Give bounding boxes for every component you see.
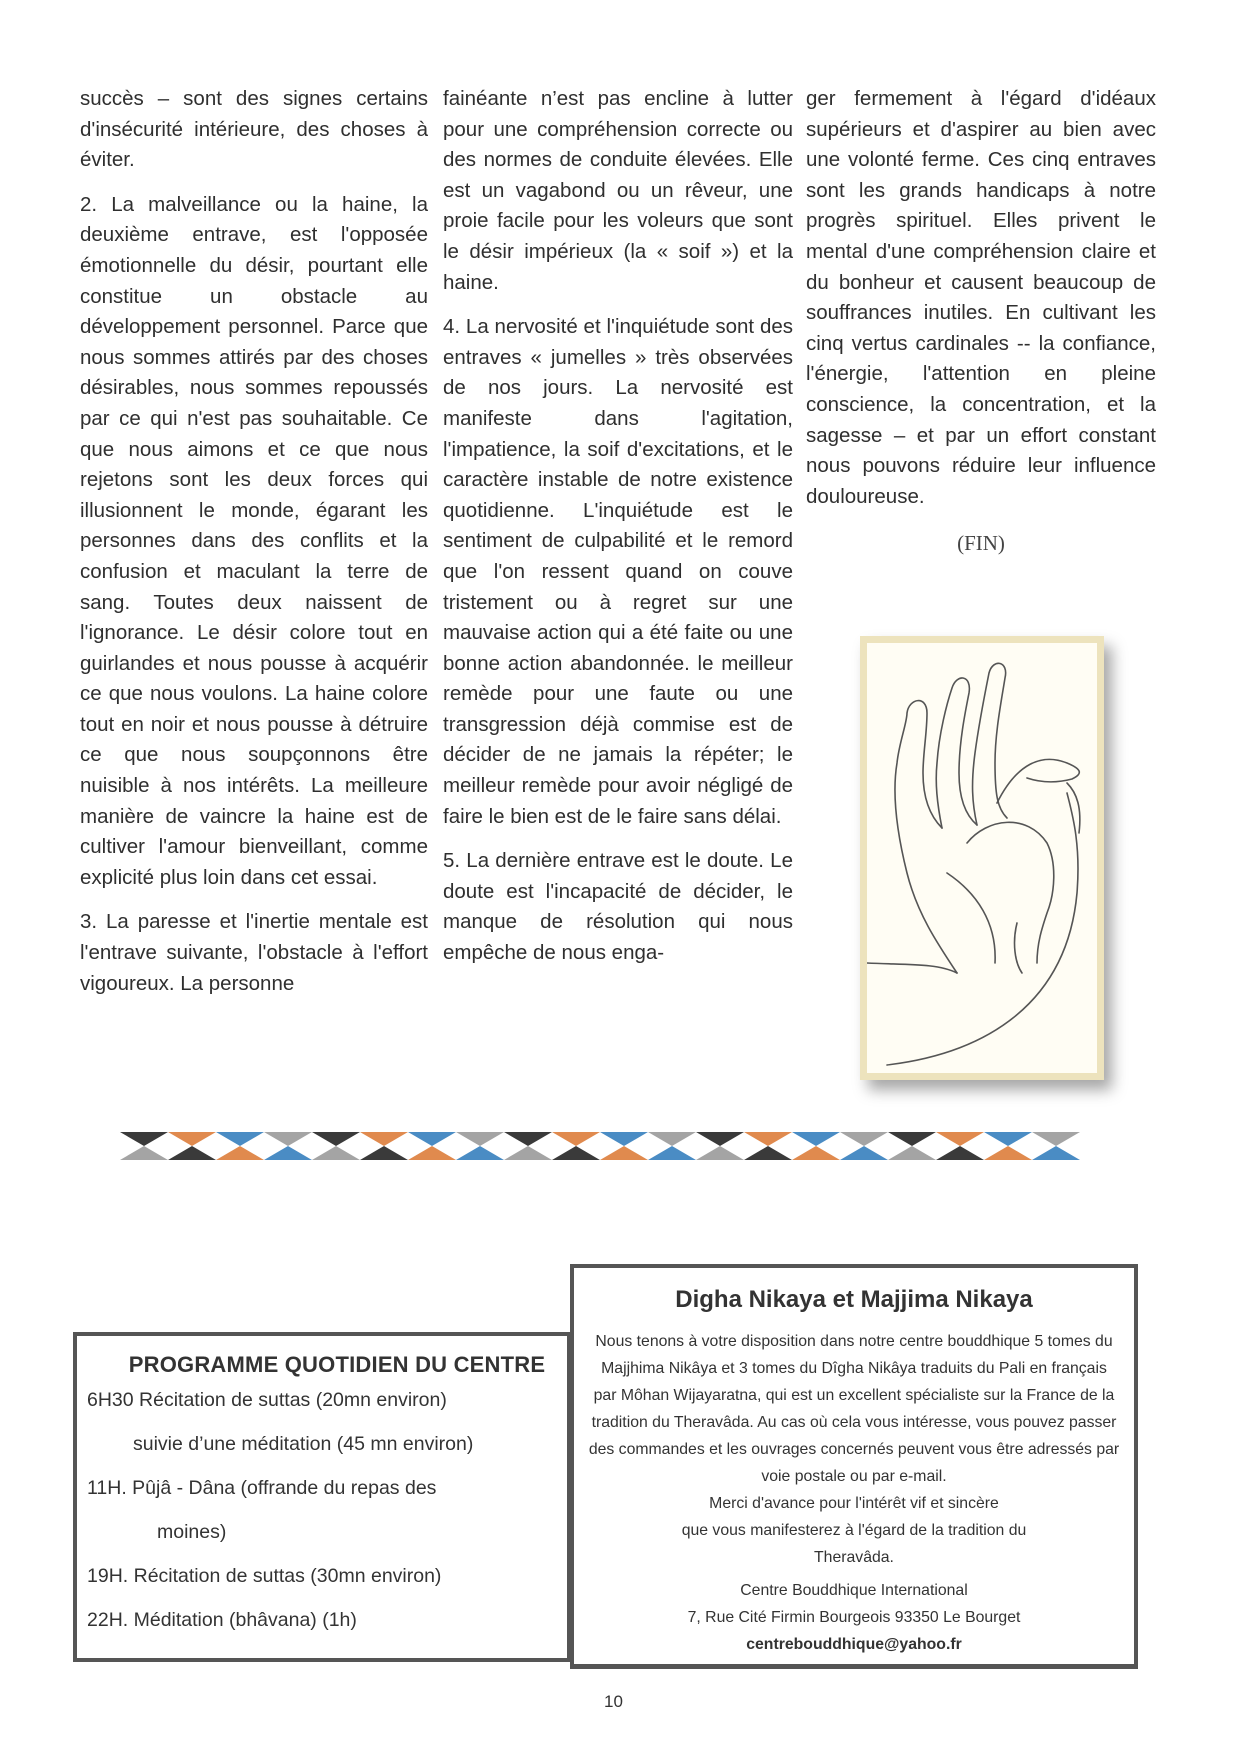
mudra-hand-illustration: [860, 636, 1104, 1080]
paragraph: ger fermement à l'égard d'idéaux supérieurs et d'aspirer au bien avec une volonté ferme. Ces cinq entraves sont les grands handicaps à notre progrès spirituel. Elles privent le mental d'une compréhension claire et du bonheur et causent beaucoup de souffrances inutiles. En cultivant les cinq vertus cardinales -- la confiance, l'énergie, l'attention en pleine conscience, la concentration, et la sagesse – et par un effort constant nous pouvons réduire leur influence douloureuse.: [806, 87, 1156, 508]
page-number: 10: [604, 1692, 623, 1711]
decorative-triangle-border: [120, 1132, 1080, 1160]
organization-name: Centre Bouddhique International: [740, 1582, 968, 1599]
strip-triangle-bottom: [120, 1146, 168, 1160]
nikaya-info-box: [570, 1264, 1138, 1668]
strip-triangle-bottom: [696, 1146, 744, 1160]
strip-triangle-top: [408, 1132, 456, 1146]
paragraph: succès – sont des signes certains d'insécurité intérieure, des choses à éviter.: [80, 87, 428, 172]
paragraph: 4. La nervosité et l'inquiétude sont des entraves « jumelles » très observées de nos jours. La nervosité est manifeste dans l'agitation, l'impatience, la soif d'excitations, et le caractère instable de notre existence quotidienne. L'inquiétude est le sentiment de culpabilité et le remord que l'on ressent quand on couve tristement ou à regret sur une mauvaise action qui a été faite ou une bonne action abandonnée. le meilleur remède pour une faute ou une transgression déjà commise est de décider de ne jamais la répéter; le meilleur remède pour avoir négligé de faire le bien est de le faire sans délai.: [443, 315, 793, 828]
strip-triangle-bottom: [360, 1146, 408, 1160]
programme-line: 19H. Récitation de suttas (30mn environ): [87, 1565, 442, 1587]
programme-title: PROGRAMME QUOTIDIEN DU CENTRE: [128, 1352, 546, 1377]
nikaya-line: voie postale ou par e-mail.: [761, 1468, 947, 1485]
strip-triangle-bottom: [552, 1146, 600, 1160]
end-marker: (FIN): [957, 531, 1005, 556]
strip-triangle-top: [264, 1132, 312, 1146]
strip-triangle-top: [168, 1132, 216, 1146]
strip-triangle-bottom: [648, 1146, 696, 1160]
paragraph: 5. La dernière entrave est le doute. Le doute est l'incapacité de décider, le manque de résolution qui nous empêche de nous enga-: [443, 849, 793, 965]
strip-triangle-top: [1032, 1132, 1080, 1146]
strip-triangle-bottom: [888, 1146, 936, 1160]
strip-triangle-bottom: [984, 1146, 1032, 1160]
strip-triangle-top: [360, 1132, 408, 1146]
paragraph: 3. La paresse et l'inertie mentale est l'entrave suivante, l'obstacle à l'effort vigoureux. La personne: [80, 910, 428, 995]
strip-triangle-top: [312, 1132, 360, 1146]
daily-programme-box: [73, 1332, 571, 1662]
nikaya-line: que vous manifesterez à l'égard de la tradition du: [681, 1522, 1027, 1539]
email-address: centrebouddhique@yahoo.fr: [746, 1636, 962, 1653]
strip-triangle-bottom: [840, 1146, 888, 1160]
strip-triangle-top: [648, 1132, 696, 1146]
strip-triangle-bottom: [936, 1146, 984, 1160]
strip-triangle-bottom: [744, 1146, 792, 1160]
strip-triangle-bottom: [168, 1146, 216, 1160]
nikaya-box-bottom-border: [570, 1664, 1138, 1669]
article-column-3: [806, 84, 1156, 559]
strip-triangle-top: [888, 1132, 936, 1146]
nikaya-line: Nous tenons à votre disposition dans notre centre bouddhique 5 tomes du: [595, 1333, 1113, 1350]
programme-line: 11H. Pûjâ - Dâna (offrande du repas des: [87, 1477, 437, 1499]
nikaya-line: Theravâda.: [814, 1549, 894, 1566]
nikaya-line: Majjhima Nikâya et 3 tomes du Dîgha Nikâya traduits du Pali en français: [601, 1360, 1107, 1377]
strip-triangle-top: [504, 1132, 552, 1146]
strip-triangle-bottom: [792, 1146, 840, 1160]
strip-triangle-top: [792, 1132, 840, 1146]
nikaya-line: des commandes et les ouvrages concernés peuvent vous être adressés par: [588, 1441, 1120, 1458]
strip-triangle-top: [120, 1132, 168, 1146]
programme-line: 6H30 Récitation de suttas (20mn environ): [87, 1389, 447, 1411]
article-column-1: [80, 84, 428, 1013]
strip-triangle-top: [456, 1132, 504, 1146]
strip-triangle-top: [840, 1132, 888, 1146]
address: 7, Rue Cité Firmin Bourgeois 93350 Le Bourget: [687, 1609, 1021, 1626]
article-column-2: [443, 84, 793, 983]
hand-drawing-icon: [867, 643, 1097, 1073]
nikaya-line: Merci d'avance pour l'intérêt vif et sincère: [709, 1495, 999, 1512]
strip-triangle-bottom: [456, 1146, 504, 1160]
strip-triangle-top: [600, 1132, 648, 1146]
strip-triangle-top: [984, 1132, 1032, 1146]
strip-triangle-top: [696, 1132, 744, 1146]
nikaya-title: Digha Nikaya et Majjima Nikaya: [675, 1286, 1033, 1313]
programme-line: suivie d’une méditation (45 mn environ): [133, 1433, 474, 1455]
strip-triangle-bottom: [504, 1146, 552, 1160]
programme-line: moines): [157, 1521, 227, 1543]
strip-triangle-bottom: [312, 1146, 360, 1160]
paragraph: fainéante n’est pas encline à lutter pour une compréhension correcte ou des normes de conduite élevées. Elle est un vagabond ou un rêveur, une proie facile pour les voleurs que sont le désir impérieux (la « soif ») et la haine.: [443, 87, 793, 294]
strip-triangle-bottom: [264, 1146, 312, 1160]
strip-triangle-top: [552, 1132, 600, 1146]
nikaya-line: tradition du Theravâda. Au cas où cela vous intéresse, vous pouvez passer: [591, 1414, 1117, 1431]
strip-triangle-bottom: [408, 1146, 456, 1160]
strip-triangle-top: [744, 1132, 792, 1146]
strip-triangle-bottom: [216, 1146, 264, 1160]
strip-triangle-top: [216, 1132, 264, 1146]
paragraph: 2. La malveillance ou la haine, la deuxième entrave, est l'opposée émotionnelle du désir, pourtant elle constitue un obstacle au développement personnel. Parce que nous sommes attirés par des choses désirables, nous sommes repoussés par ce qui n'est pas souhaitable. Ce que nous aimons et ce que nous rejetons sont les deux forces qui illusionnent le monde, égarant les personnes dans des conflits et la confusion et maculant la terre de sang. Toutes deux naissent de l'ignorance. Le désir colore tout en guirlandes et nous pousse à acquérir ce que nous voulons. La haine colore tout en noir et nous pousse à détruire ce que nous soupçonnons être nuisible à nos intérêts. La meilleure manière de vaincre la haine est de cultiver l'amour bienveillant, comme explicité plus loin dans cet essai.: [80, 192, 428, 889]
nikaya-line: par Môhan Wijayaratna, qui est un excellent spécialiste sur la France de la: [593, 1387, 1115, 1404]
strip-triangle-top: [936, 1132, 984, 1146]
programme-line: 22H. Méditation (bhâvana) (1h): [87, 1609, 357, 1631]
strip-triangle-bottom: [1032, 1146, 1080, 1160]
strip-triangle-bottom: [600, 1146, 648, 1160]
